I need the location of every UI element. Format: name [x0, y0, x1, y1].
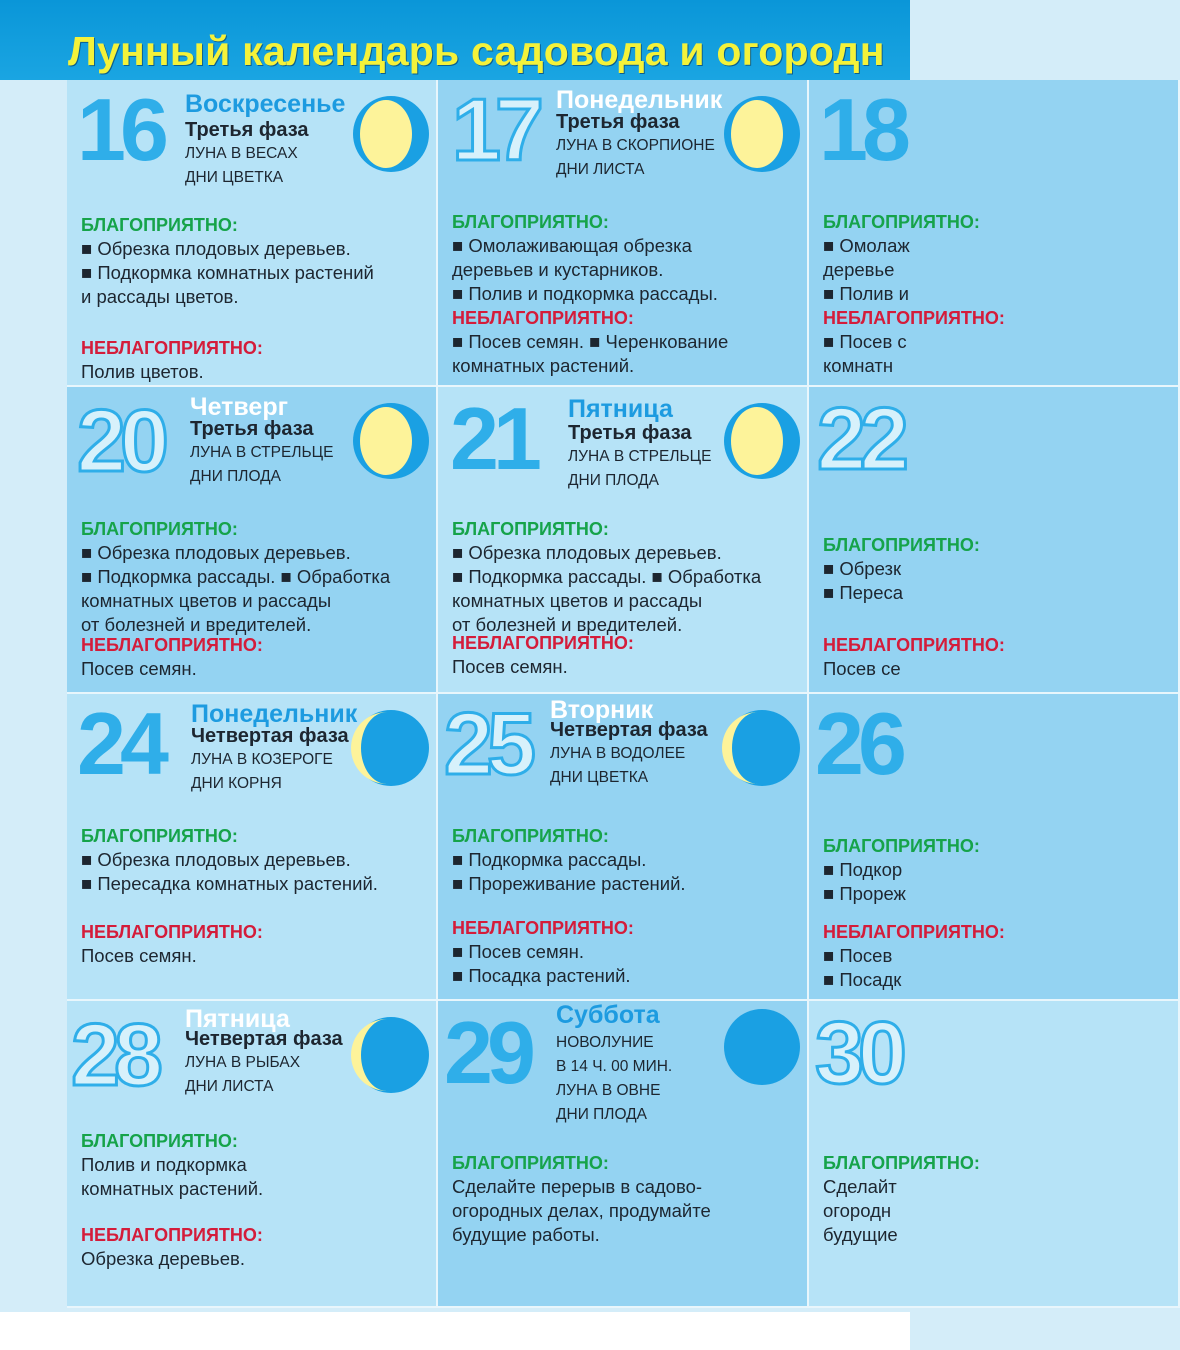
favorable-item: ■ Пересадка комнатных растений. [81, 873, 378, 894]
favorable-item: ■ Обрезк [823, 558, 902, 579]
moon-info-line: ДНИ ЛИСТА [556, 161, 645, 178]
favorable-heading: БЛАГОПРИЯТНО: [81, 215, 238, 235]
moon-phase-icon [722, 94, 802, 174]
moon-icon-wrap [351, 1015, 431, 1095]
moon-icon-wrap [722, 708, 802, 788]
moon-phase-icon [351, 94, 431, 174]
unfavorable-item: Полив цветов. [81, 361, 204, 382]
moon-phase-label: Четвертая фаза [550, 719, 708, 741]
favorable-item: ■ Омолаж [823, 235, 910, 256]
favorable-heading: БЛАГОПРИЯТНО: [452, 826, 609, 846]
favorable-item: огородн [823, 1200, 892, 1221]
favorable-item: ■ Обрезка плодовых деревьев. [81, 542, 351, 563]
unfavorable-item: Посев се [823, 658, 901, 679]
unfavorable-heading: НЕБЛАГОПРИЯТНО: [452, 308, 634, 328]
favorable-item: ■ Подкормка комнатных растений [81, 262, 374, 283]
day-cell [809, 694, 1180, 1001]
unfavorable-item: ■ Посев семян. ■ Черенкование [452, 331, 729, 352]
moon-phase-label: Третья фаза [185, 119, 309, 141]
moon-info-line: ДНИ ПЛОДА [556, 1106, 648, 1123]
favorable-heading: БЛАГОПРИЯТНО: [823, 836, 980, 856]
weekday-label: Пятница [568, 395, 673, 423]
favorable-item: комнатных цветов и рассады [81, 590, 332, 611]
favorable-item: ■ Прореж [823, 883, 906, 904]
favorable-heading: БЛАГОПРИЯТНО: [823, 535, 980, 555]
unfavorable-item: Посев семян. [452, 656, 568, 677]
day-number: 29 [444, 1003, 530, 1102]
moon-info-line: ДНИ КОРНЯ [191, 775, 282, 792]
moon-icon-wrap [351, 708, 431, 788]
favorable-item: от болезней и вредителей. [452, 614, 683, 635]
favorable-item: ■ Прореживание растений. [452, 873, 686, 894]
unfavorable-heading: НЕБЛАГОПРИЯТНО: [452, 633, 634, 653]
favorable-item: ■ Подкормка рассады. ■ Обработка [452, 566, 762, 587]
left-margin [0, 80, 67, 1312]
moon-info-line: В 14 Ч. 00 МИН. [556, 1058, 673, 1075]
favorable-item: и рассады цветов. [81, 286, 239, 307]
favorable-item: деревьев и кустарников. [452, 259, 664, 280]
day-number: 21 [450, 389, 536, 488]
moon-info-line: ЛУНА В СКОРПИОНЕ [556, 137, 715, 154]
moon-info-line: ЛУНА В СТРЕЛЬЦЕ [190, 444, 334, 461]
weekday-label: Пятница [185, 1005, 290, 1033]
day-number: 18 [819, 80, 905, 179]
weekday-label: Четверг [190, 393, 289, 421]
unfavorable-item: комнатных растений. [452, 355, 635, 376]
favorable-item: огородных делах, продумайте [452, 1200, 711, 1221]
favorable-item: ■ Подкор [823, 859, 903, 880]
day-cell [809, 1001, 1180, 1308]
moon-info-line: ЛУНА В СТРЕЛЬЦЕ [568, 448, 712, 465]
favorable-item: ■ Обрезка плодовых деревьев. [452, 542, 722, 563]
moon-info-line: ЛУНА В ВОДОЛЕЕ [550, 745, 686, 762]
day-number: 28 [71, 1005, 157, 1104]
favorable-heading: БЛАГОПРИЯТНО: [452, 212, 609, 232]
favorable-heading: БЛАГОПРИЯТНО: [81, 519, 238, 539]
favorable-item: деревье [823, 259, 895, 280]
unfavorable-heading: НЕБЛАГОПРИЯТНО: [823, 635, 1005, 655]
moon-info-line: ДНИ ПЛОДА [568, 472, 660, 489]
weekday-label: Суббота [556, 1001, 660, 1029]
unfavorable-item: ■ Посадка растений. [452, 965, 631, 986]
day-number: 24 [77, 694, 163, 793]
moon-info-line: ЛУНА В ОВНЕ [556, 1082, 661, 1099]
day-cell [67, 694, 438, 1001]
unfavorable-item: ■ Посев семян. [452, 941, 585, 962]
weekday-label: Понедельник [556, 86, 723, 114]
moon-phase-label: Четвертая фаза [191, 725, 349, 747]
unfavorable-heading: НЕБЛАГОПРИЯТНО: [81, 1225, 263, 1245]
moon-phase-label: Четвертая фаза [185, 1028, 343, 1050]
unfavorable-item: Посев семян. [81, 945, 197, 966]
unfavorable-item: Обрезка деревьев. [81, 1248, 245, 1269]
day-number: 20 [77, 391, 163, 490]
unfavorable-item: ■ Посадк [823, 969, 902, 990]
favorable-item: ■ Подкормка рассады. ■ Обработка [81, 566, 391, 587]
day-cell [67, 387, 438, 694]
favorable-item: будущие [823, 1224, 898, 1245]
favorable-item: ■ Полив и [823, 283, 909, 304]
favorable-heading: БЛАГОПРИЯТНО: [823, 212, 980, 232]
favorable-heading: БЛАГОПРИЯТНО: [81, 826, 238, 846]
unfavorable-heading: НЕБЛАГОПРИЯТНО: [452, 918, 634, 938]
day-cell [438, 694, 809, 1001]
moon-phase-icon [351, 1015, 431, 1095]
day-number: 26 [815, 694, 901, 793]
moon-icon-wrap [351, 94, 431, 174]
new-moon-icon [722, 1007, 802, 1087]
favorable-item: ■ Подкормка рассады. [452, 849, 647, 870]
unfavorable-heading: НЕБЛАГОПРИЯТНО: [823, 922, 1005, 942]
favorable-heading: БЛАГОПРИЯТНО: [452, 1153, 609, 1173]
unfavorable-item: ■ Посев [823, 945, 893, 966]
day-number: 17 [452, 80, 538, 179]
favorable-item: будущие работы. [452, 1224, 600, 1245]
unfavorable-heading: НЕБЛАГОПРИЯТНО: [823, 308, 1005, 328]
moon-icon-wrap [722, 94, 802, 174]
unfavorable-heading: НЕБЛАГОПРИЯТНО: [81, 635, 263, 655]
moon-info-line: ЛУНА В ВЕСАХ [185, 145, 298, 162]
moon-phase-icon [722, 708, 802, 788]
favorable-heading: БЛАГОПРИЯТНО: [823, 1153, 980, 1173]
moon-icon-wrap [722, 1007, 802, 1087]
weekday-label: Воскресенье [185, 90, 346, 118]
day-cell [809, 387, 1180, 694]
day-cell [809, 80, 1180, 387]
day-number: 30 [815, 1003, 901, 1102]
day-cell [67, 1001, 438, 1308]
day-cell [67, 80, 438, 387]
bottom-margin [0, 1312, 910, 1350]
favorable-item: Сделайт [823, 1176, 897, 1197]
moon-info-line: НОВОЛУНИЕ [556, 1034, 654, 1051]
weekday-label: Вторник [550, 696, 654, 724]
unfavorable-item: комнатн [823, 355, 894, 376]
moon-info-line: ЛУНА В РЫБАХ [185, 1054, 301, 1071]
day-number: 25 [444, 694, 530, 793]
moon-phase-icon [351, 708, 431, 788]
header-bar [0, 0, 910, 80]
moon-info-line: ДНИ ЛИСТА [185, 1078, 274, 1095]
moon-phase-label: Третья фаза [190, 418, 314, 440]
day-cell [438, 1001, 809, 1308]
favorable-item: ■ Обрезка плодовых деревьев. [81, 849, 351, 870]
moon-icon-wrap [351, 401, 431, 481]
unfavorable-item: Посев семян. [81, 658, 197, 679]
moon-phase-label: Третья фаза [568, 422, 692, 444]
unfavorable-item: ■ Посев с [823, 331, 907, 352]
day-cell [438, 387, 809, 694]
unfavorable-heading: НЕБЛАГОПРИЯТНО: [81, 338, 263, 358]
favorable-item: ■ Переса [823, 582, 904, 603]
favorable-item: комнатных растений. [81, 1178, 264, 1199]
moon-icon-wrap [722, 401, 802, 481]
moon-info-line: ДНИ ЦВЕТКА [550, 769, 649, 786]
moon-phase-label: Третья фаза [556, 111, 680, 133]
favorable-item: от болезней и вредителей. [81, 614, 312, 635]
favorable-item: ■ Полив и подкормка рассады. [452, 283, 718, 304]
unfavorable-heading: НЕБЛАГОПРИЯТНО: [81, 922, 263, 942]
moon-info-line: ДНИ ЦВЕТКА [185, 169, 284, 186]
page-title: Лунный календарь садовода и огородн [68, 28, 885, 74]
day-number: 22 [817, 389, 903, 488]
day-cell [438, 80, 809, 387]
favorable-heading: БЛАГОПРИЯТНО: [81, 1131, 238, 1151]
moon-info-line: ДНИ ПЛОДА [190, 468, 282, 485]
favorable-item: Сделайте перерыв в садово- [452, 1176, 703, 1197]
favorable-item: комнатных цветов и рассады [452, 590, 703, 611]
favorable-item: ■ Омолаживающая обрезка [452, 235, 692, 256]
moon-info-line: ЛУНА В КОЗЕРОГЕ [191, 751, 333, 768]
moon-phase-icon [351, 401, 431, 481]
favorable-item: Полив и подкормка [81, 1154, 247, 1175]
favorable-item: ■ Обрезка плодовых деревьев. [81, 238, 351, 259]
calendar-grid [67, 80, 1005, 1312]
day-number: 16 [77, 80, 163, 179]
favorable-heading: БЛАГОПРИЯТНО: [452, 519, 609, 539]
weekday-label: Понедельник [191, 700, 358, 728]
moon-phase-icon [722, 401, 802, 481]
